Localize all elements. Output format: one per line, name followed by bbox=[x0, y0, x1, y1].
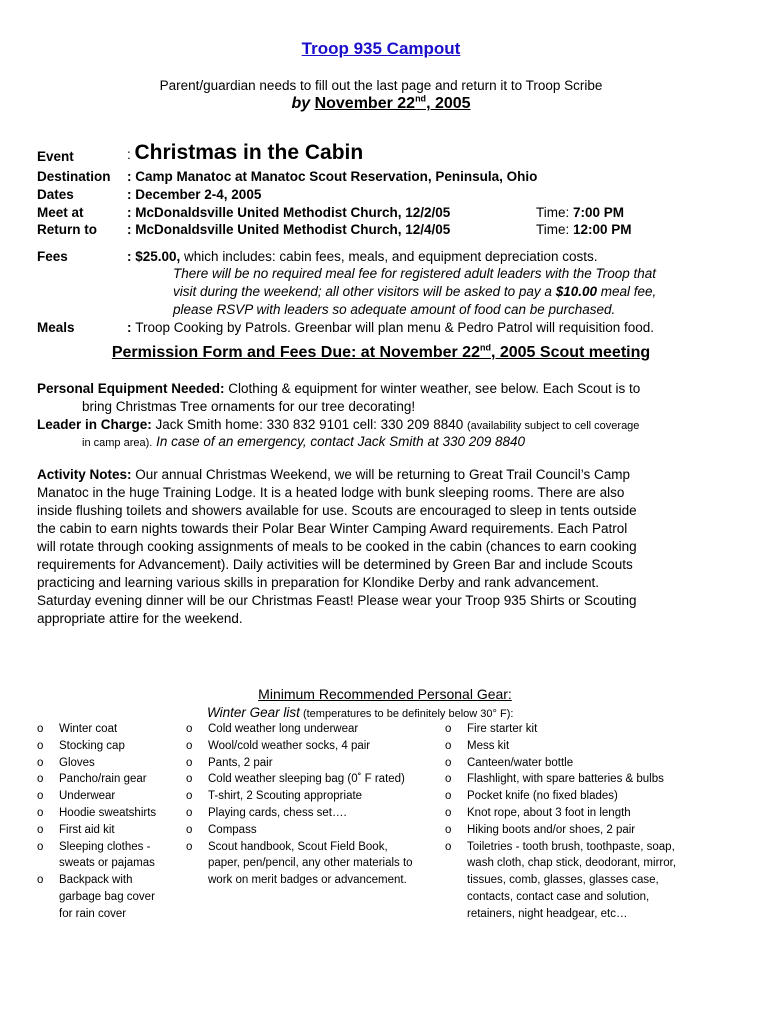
gear-list-item bbox=[445, 839, 676, 923]
due-by-label: by bbox=[291, 95, 311, 112]
bullet-icon: o bbox=[37, 739, 44, 752]
bullet-icon: o bbox=[37, 840, 44, 853]
bullet-icon: o bbox=[445, 756, 452, 769]
gear-item-text: retainers, night headgear, etc… bbox=[467, 907, 628, 920]
fees-note-line-3: please RSVP with leaders so adequate amount of food can be purchased. bbox=[173, 302, 616, 317]
bullet-icon: o bbox=[445, 823, 452, 836]
gear-item-text: Flashlight, with spare batteries & bulbs bbox=[467, 773, 664, 786]
meet-time: Time: 7:00 PM bbox=[536, 205, 625, 220]
leader-line-1: Leader in Charge: Jack Smith home: 330 832 9101 cell: 330 209 8840 (availability subject to cell coverage bbox=[37, 417, 640, 432]
gear-list-item bbox=[37, 805, 156, 822]
permission-deadline-heading: Permission Form and Fees Due: at November 22nd, 2005 Scout meeting bbox=[111, 342, 651, 361]
gear-item-text: wash cloth, chap stick, deodorant, mirror, bbox=[467, 857, 677, 870]
gear-list-item bbox=[186, 805, 413, 822]
fees-note-line-1: There will be no required meal fee for registered adult leaders with the Troop that bbox=[173, 266, 657, 281]
destination-label: Destination bbox=[37, 169, 111, 184]
meet-value: : McDonaldsville United Methodist Church, 12/2/05 bbox=[127, 205, 451, 220]
activity-line-9: appropriate attire for the weekend. bbox=[37, 611, 243, 626]
gear-item-text: T-shirt, 2 Scouting appropriate bbox=[208, 790, 363, 803]
bullet-icon: o bbox=[186, 739, 193, 752]
meals-label: Meals bbox=[37, 320, 75, 335]
gear-list-column-3 bbox=[445, 721, 676, 923]
dates-label: Dates bbox=[37, 187, 74, 202]
gear-list-item bbox=[37, 822, 156, 839]
gear-item-text: Cold weather sleeping bag (0˚ F rated) bbox=[208, 773, 405, 786]
gear-item-text: paper, pen/pencil, any other materials to bbox=[208, 857, 413, 870]
bullet-icon: o bbox=[445, 773, 452, 786]
gear-item-text: work on merit badges or advancement. bbox=[208, 874, 407, 887]
bullet-icon: o bbox=[37, 723, 44, 735]
gear-list-item bbox=[186, 822, 413, 839]
gear-item-text: Underwear bbox=[59, 790, 116, 803]
bullet-icon: o bbox=[186, 823, 193, 836]
due-date-line bbox=[0, 95, 762, 113]
due-date: November 22nd, 2005 bbox=[314, 93, 471, 112]
bullet-icon: o bbox=[186, 790, 193, 803]
gear-list-item bbox=[445, 788, 676, 805]
gear-list-item bbox=[37, 738, 156, 755]
bullet-icon: o bbox=[186, 840, 193, 853]
gear-item-text: Backpack with bbox=[59, 874, 133, 887]
gear-list-item bbox=[445, 738, 676, 755]
gear-item-text: Fire starter kit bbox=[467, 723, 538, 735]
bullet-icon: o bbox=[186, 806, 193, 819]
activity-line-6: requirements for Advancement). Daily activities will be determined by Green Bar and include Scouts bbox=[37, 557, 633, 572]
gear-item-text: Winter coat bbox=[59, 723, 118, 735]
gear-list-item bbox=[445, 755, 676, 772]
gear-subtitle: Winter Gear list (temperatures to be definitely below 30° F): bbox=[207, 705, 514, 720]
bullet-icon: o bbox=[37, 773, 44, 786]
activity-line-1: Activity Notes: Our annual Christmas Weekend, we will be returning to Great Trail Council’s Camp bbox=[37, 467, 630, 482]
event-value: : Christmas in the Cabin bbox=[127, 141, 364, 164]
gear-list-item bbox=[37, 839, 156, 873]
bullet-icon: o bbox=[186, 773, 193, 786]
bullet-icon: o bbox=[445, 806, 452, 819]
gear-item-text: Knot rope, about 3 foot in length bbox=[467, 806, 631, 819]
gear-item-text: Pocket knife (no fixed blades) bbox=[467, 790, 618, 803]
equipment-line-2: bring Christmas Tree ornaments for our tree decorating! bbox=[82, 399, 416, 414]
gear-item-text: Playing cards, chess set…. bbox=[208, 806, 347, 819]
gear-list-item bbox=[37, 788, 156, 805]
gear-item-text: Hiking boots and/or shoes, 2 pair bbox=[467, 823, 636, 836]
fees-note-line-2: visit during the weekend; all other visitors will be asked to pay a $10.00 meal fee, bbox=[173, 284, 657, 299]
gear-item-text: contacts, contact case and solution, bbox=[467, 890, 650, 903]
return-time: Time: 12:00 PM bbox=[536, 222, 632, 237]
gear-list-item bbox=[37, 872, 156, 922]
bullet-icon: o bbox=[37, 790, 44, 803]
return-value: : McDonaldsville United Methodist Church, 12/4/05 bbox=[127, 222, 451, 237]
activity-line-8: Saturday evening dinner will be our Christmas Feast! Please wear your Troop 935 Shirts or Scouting bbox=[37, 593, 637, 608]
gear-list-column-2 bbox=[186, 721, 413, 889]
gear-list-item bbox=[186, 839, 413, 889]
equipment-line-1: Personal Equipment Needed: Clothing & equipment for winter weather, see below. Each Scout is to bbox=[37, 381, 641, 396]
gear-item-text: tissues, comb, glasses, glasses case, bbox=[467, 874, 659, 887]
bullet-icon: o bbox=[37, 756, 44, 769]
bullet-icon: o bbox=[186, 723, 193, 735]
gear-list-item bbox=[37, 755, 156, 772]
gear-list-column-1 bbox=[37, 721, 156, 923]
activity-line-4: the cabin to earn nights towards their Polar Bear Winter Camping Award requirements. Each Patrol bbox=[37, 521, 628, 536]
dates-value: : December 2-4, 2005 bbox=[127, 187, 262, 202]
gear-item-text: Sleeping clothes - bbox=[59, 840, 151, 853]
bullet-icon: o bbox=[37, 874, 44, 887]
meet-label: Meet at bbox=[37, 205, 84, 220]
gear-item-text: sweats or pajamas bbox=[59, 857, 155, 870]
instructions-subtitle: Parent/guardian needs to fill out the last page and return it to Troop Scribe bbox=[159, 78, 603, 93]
gear-list-item bbox=[445, 721, 676, 738]
gear-item-text: Gloves bbox=[59, 756, 95, 769]
bullet-icon: o bbox=[445, 840, 452, 853]
bullet-icon: o bbox=[37, 806, 44, 819]
gear-list-item bbox=[186, 738, 413, 755]
bullet-icon: o bbox=[37, 823, 44, 836]
gear-list-item bbox=[445, 805, 676, 822]
gear-item-text: Compass bbox=[208, 823, 257, 836]
gear-list-item bbox=[445, 822, 676, 839]
activity-line-2: Manatoc in the huge Training Lodge. It is a heated lodge with bunk sleeping rooms. There are also bbox=[37, 485, 625, 500]
activity-line-5: will rotate through cooking assignments of meals to be cooked in the cabin (chances to earn cooking bbox=[37, 539, 637, 554]
leader-line-2: in camp area). In case of an emergency, contact Jack Smith at 330 209 8840 bbox=[82, 434, 526, 449]
gear-item-text: Canteen/water bottle bbox=[467, 756, 574, 769]
gear-list-item bbox=[186, 788, 413, 805]
gear-list-item bbox=[186, 721, 413, 738]
gear-item-text: First aid kit bbox=[59, 823, 115, 836]
bullet-icon: o bbox=[186, 756, 193, 769]
bullet-icon: o bbox=[445, 723, 452, 735]
page-title: Troop 935 Campout bbox=[301, 39, 461, 58]
gear-item-text: Cold weather long underwear bbox=[208, 723, 359, 735]
activity-line-7: practicing and learning various skills in preparation for Klondike Derby and rank advancement. bbox=[37, 575, 600, 590]
meals-value: : Troop Cooking by Patrols. Greenbar will plan menu & Pedro Patrol will requisition food. bbox=[127, 320, 655, 335]
fees-value: : $25.00, which includes: cabin fees, meals, and equipment depreciation costs. bbox=[127, 249, 598, 264]
gear-item-text: Scout handbook, Scout Field Book, bbox=[208, 840, 388, 853]
activity-line-3: inside flushing toilets and showers available for use. Scouts are encouraged to sleep in tents outside bbox=[37, 503, 637, 518]
gear-item-text: Wool/cold weather socks, 4 pair bbox=[208, 739, 371, 752]
gear-item-text: Stocking cap bbox=[59, 739, 125, 752]
bullet-icon: o bbox=[445, 739, 452, 752]
gear-item-text: Pancho/rain gear bbox=[59, 773, 147, 786]
gear-list-item bbox=[186, 755, 413, 772]
gear-item-text: Mess kit bbox=[467, 739, 510, 752]
return-label: Return to bbox=[37, 222, 97, 237]
gear-list-item bbox=[37, 771, 156, 788]
gear-item-text: Toiletries - tooth brush, toothpaste, soap, bbox=[467, 840, 675, 853]
destination-value: : Camp Manatoc at Manatoc Scout Reservation, Peninsula, Ohio bbox=[127, 169, 538, 184]
gear-list-item bbox=[186, 771, 413, 788]
fees-label: Fees bbox=[37, 249, 68, 264]
gear-list-item bbox=[37, 721, 156, 738]
event-label: Event bbox=[37, 149, 74, 164]
gear-item-text: Hoodie sweatshirts bbox=[59, 806, 157, 819]
bullet-icon: o bbox=[445, 790, 452, 803]
gear-title: Minimum Recommended Personal Gear: bbox=[258, 686, 512, 702]
gear-item-text: for rain cover bbox=[59, 907, 127, 920]
gear-list-item bbox=[445, 771, 676, 788]
gear-item-text: Pants, 2 pair bbox=[208, 756, 273, 769]
gear-item-text: garbage bag cover bbox=[59, 890, 155, 903]
